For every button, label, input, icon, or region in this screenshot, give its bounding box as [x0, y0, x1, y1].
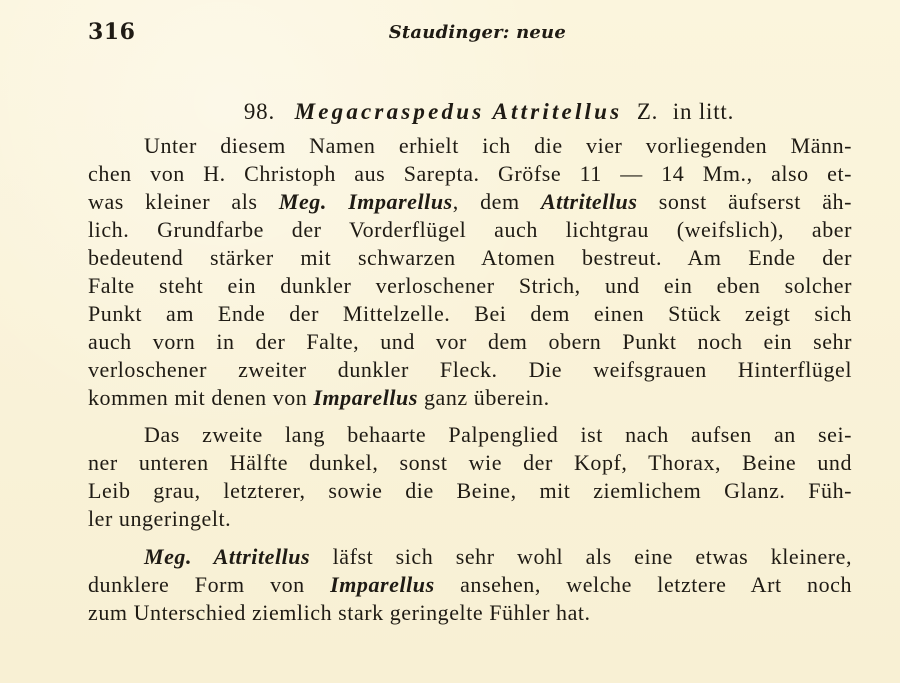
page-header — [88, 19, 566, 47]
text-line — [88, 328, 852, 356]
page-number: 316 — [88, 19, 136, 45]
text-segment: ler ungeringelt. — [88, 506, 232, 531]
italic-taxon-name: Meg. Attritellus — [144, 544, 311, 569]
text-segment: chen von H. Christoph aus Sarepta. Gröfse 11 — 14 Mm., also et- — [88, 161, 852, 186]
text-segment: zum Unterschied ziemlich stark geringelte Fühler hat. — [88, 600, 591, 625]
text-segment: lich. Grundfarbe der Vorderflügel auch lichtgrau (weifslich), aber — [88, 217, 852, 242]
text-segment: Leib grau, letzterer, sowie die Beine, mit ziemlichem Glanz. Füh- — [88, 478, 852, 503]
species-note: in litt. — [672, 99, 735, 124]
text-segment: Falte steht ein dunkler verloschener Strich, und ein eben solcher — [88, 273, 852, 298]
text-line — [88, 543, 852, 571]
italic-taxon-name: Imparellus — [330, 572, 435, 597]
text-line — [88, 160, 852, 188]
running-head: Staudinger: neue — [388, 22, 566, 43]
italic-taxon-name: Attritellus — [540, 189, 638, 214]
text-segment: Das zweite lang behaarte Palpenglied ist nach aufsen an sei- — [144, 422, 852, 447]
document-body — [88, 96, 852, 627]
text-line — [88, 477, 852, 505]
text-line — [88, 571, 852, 599]
text-segment: läfst sich sehr wohl als eine etwas kleinere, — [310, 544, 852, 569]
text-line — [88, 421, 852, 449]
text-segment: was kleiner als — [88, 189, 279, 214]
text-segment: kommen mit denen von — [88, 385, 314, 410]
text-segment: Unter diesem Namen erhielt ich die vier vorliegenden Männ- — [144, 133, 852, 158]
text-segment: ganz überein. — [417, 385, 550, 410]
text-segment: dunklere Form von — [88, 572, 331, 597]
text-line — [88, 599, 852, 627]
text-line — [88, 188, 852, 216]
species-name: Megacraspedus Attritellus — [294, 99, 623, 124]
text-segment: bedeutend stärker mit schwarzen Atomen bestreut. Am Ende der — [88, 245, 852, 270]
text-line — [88, 272, 852, 300]
text-segment: , dem — [452, 189, 541, 214]
italic-taxon-name: Imparellus — [313, 385, 418, 410]
text-segment: ansehen, welche letztere Art noch — [434, 572, 852, 597]
text-line — [88, 132, 852, 160]
text-segment: auch vorn in der Falte, und vor dem obern Punkt noch ein sehr — [88, 329, 852, 354]
text-line — [88, 244, 852, 272]
text-line — [88, 505, 852, 533]
text-line — [88, 216, 852, 244]
text-line — [88, 384, 852, 412]
text-line — [88, 300, 852, 328]
text-line — [88, 449, 852, 477]
italic-taxon-name: Meg. Imparellus — [278, 189, 453, 214]
text-segment: ner unteren Hälfte dunkel, sonst wie der Kopf, Thorax, Beine und — [88, 450, 852, 475]
palp-paragraph — [88, 421, 852, 533]
text-segment: sonst äufserst äh- — [637, 189, 852, 214]
comparison-paragraph — [88, 543, 852, 627]
species-author: Z. — [636, 99, 659, 124]
species-number: 98. — [243, 99, 275, 124]
text-line — [88, 356, 852, 384]
species-heading — [126, 96, 852, 132]
description-paragraph — [88, 132, 852, 412]
text-segment: verloschener zweiter dunkler Fleck. Die weifsgrauen Hinterflügel — [88, 357, 852, 382]
text-segment: Punkt am Ende der Mittelzelle. Bei dem einen Stück zeigt sich — [88, 301, 852, 326]
